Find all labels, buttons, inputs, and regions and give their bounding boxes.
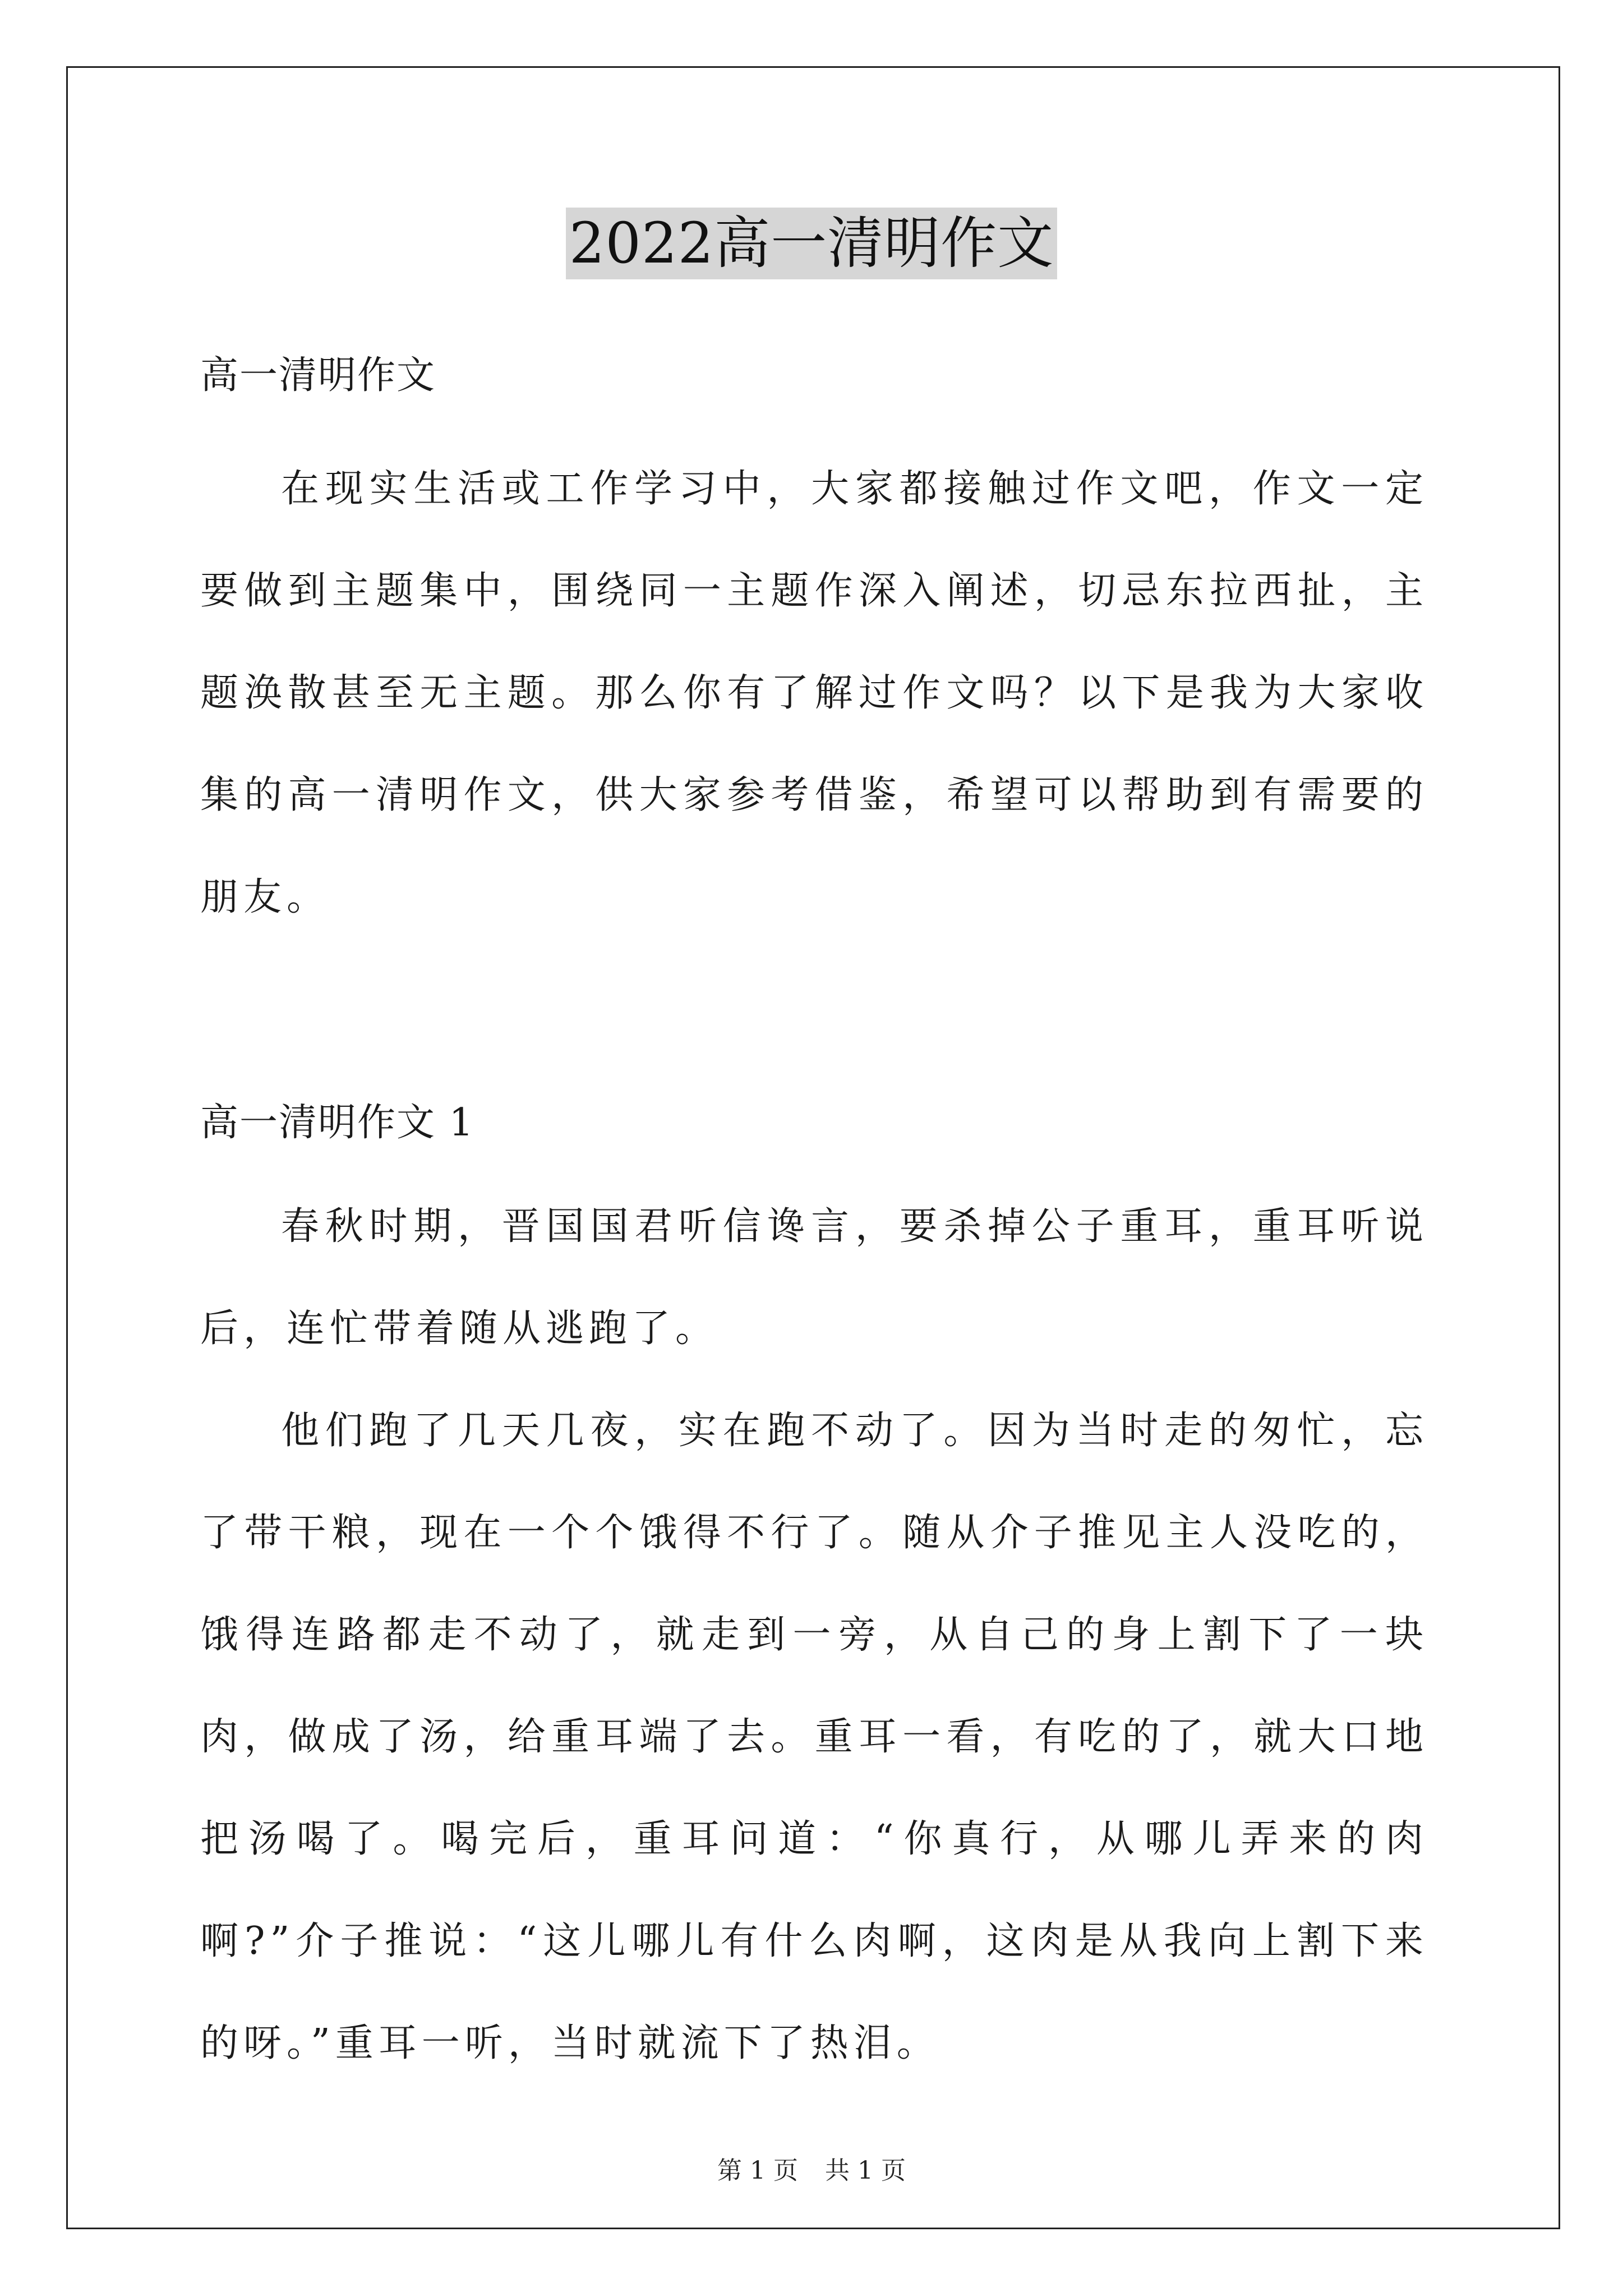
section-heading-essay-1: 高一清明作文 1 <box>200 1101 474 1145</box>
paragraph-essay-1-2: 他们跑了几天几夜，实在跑不动了。因为当时走的匆忙，忘了带干粮，现在一个个饿得不行了。随从介子推见主人没吃的，饿得连路都走不动了，就走到一旁，从自己的身上割下了一块肉，做成了汤，给重耳端了去。重耳一看，有吃的了，就大口地把汤喝了。喝完后，重耳问道：“你真行，从哪儿弄来的肉啊?”介子推说：“这儿哪儿有什么肉啊，这肉是从我向上割下来的呀。”重耳一听，当时就流下了热泪。 <box>200 1409 1428 2065</box>
document-title: 2022高一清明作文 <box>566 208 1058 279</box>
paragraph-essay-1-1: 春秋时期，晋国国君听信谗言，要杀掉公子重耳，重耳听说后，连忙带着随从逃跑了。 <box>200 1204 1428 1351</box>
title-wrap <box>0 208 1623 279</box>
page-footer <box>0 2154 1623 2188</box>
document-body <box>200 337 1428 2095</box>
paragraph-intro: 在现实生活或工作学习中，大家都接触过作文吧，作文一定要做到主题集中，围绕同一主题作深入阐述，切忌东拉西扯，主题涣散甚至无主题。那么你有了解过作文吗？以下是我为大家收集的高一清明作文，供大家参考借鉴，希望可以帮助到有需要的朋友。 <box>200 467 1428 919</box>
page-number-current: 第 1 页 <box>717 2156 798 2185</box>
section-heading-intro: 高一清明作文 <box>200 353 436 398</box>
page-number-total: 共 1 页 <box>825 2156 906 2185</box>
